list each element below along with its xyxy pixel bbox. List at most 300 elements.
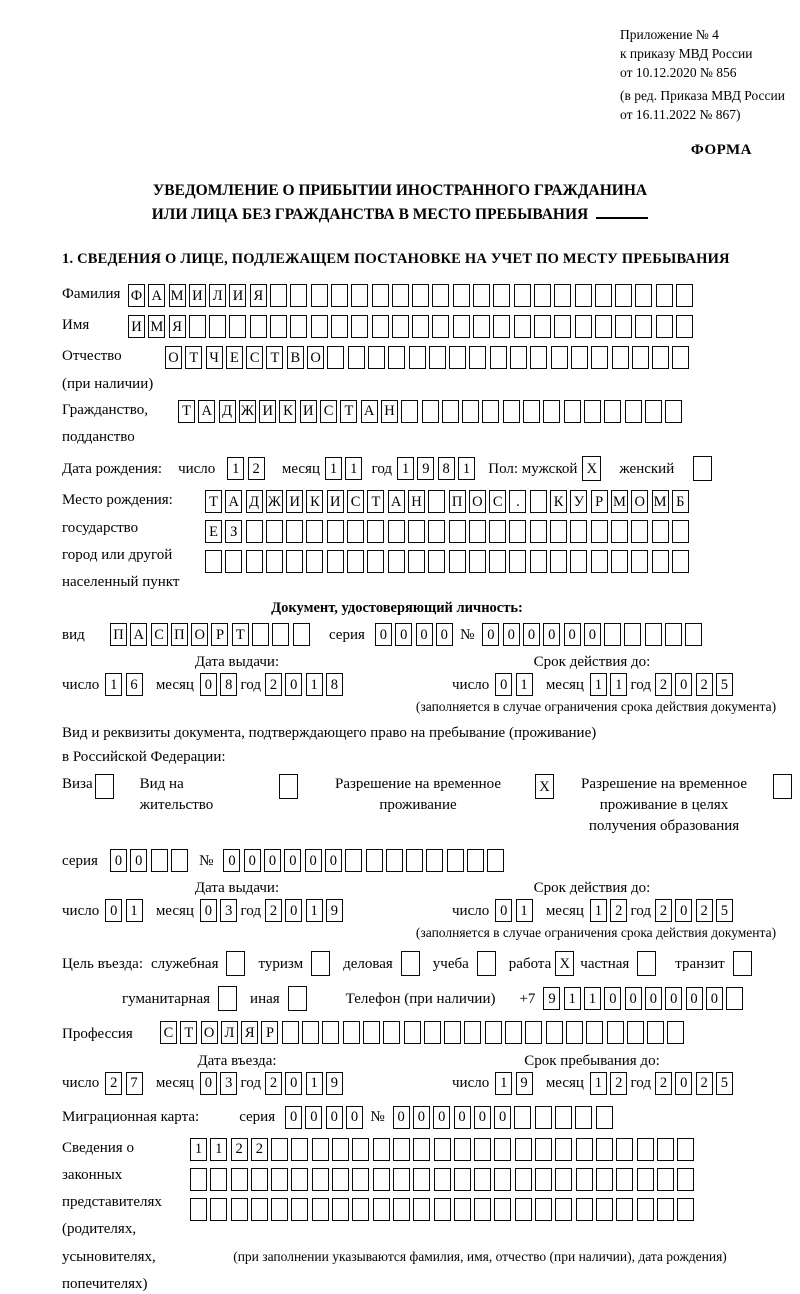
char-cell[interactable]: Ж bbox=[239, 400, 256, 423]
char-cell[interactable]: П bbox=[449, 490, 466, 513]
char-cell[interactable] bbox=[534, 284, 551, 307]
char-cell[interactable] bbox=[434, 1198, 451, 1221]
char-cell[interactable] bbox=[205, 550, 222, 573]
char-cell[interactable]: 1 bbox=[227, 457, 244, 480]
char-cell[interactable] bbox=[290, 315, 307, 338]
char-cell[interactable] bbox=[493, 315, 510, 338]
char-cell[interactable]: 1 bbox=[564, 987, 581, 1010]
char-cell[interactable]: П bbox=[110, 623, 127, 646]
char-cell[interactable] bbox=[251, 1168, 268, 1191]
char-cell[interactable] bbox=[373, 1198, 390, 1221]
char-cell[interactable]: 0 bbox=[665, 987, 682, 1010]
char-cell[interactable]: 1 bbox=[590, 899, 607, 922]
char-cell[interactable] bbox=[393, 1138, 410, 1161]
char-cell[interactable] bbox=[467, 849, 484, 872]
char-cell[interactable] bbox=[535, 1106, 552, 1129]
char-cell[interactable]: 5 bbox=[716, 899, 733, 922]
char-cell[interactable] bbox=[550, 520, 567, 543]
char-cell[interactable]: 1 bbox=[306, 673, 323, 696]
char-cell[interactable] bbox=[575, 284, 592, 307]
char-cell[interactable] bbox=[209, 315, 226, 338]
char-cell[interactable]: 0 bbox=[413, 1106, 430, 1129]
char-cell[interactable]: 1 bbox=[306, 1072, 323, 1095]
char-cell[interactable] bbox=[442, 400, 459, 423]
char-cell[interactable]: 1 bbox=[397, 457, 414, 480]
char-cell[interactable]: 0 bbox=[325, 849, 342, 872]
char-cell[interactable] bbox=[551, 346, 568, 369]
char-cell[interactable]: 0 bbox=[200, 899, 217, 922]
char-cell[interactable] bbox=[464, 1021, 481, 1044]
char-cell[interactable] bbox=[627, 1021, 644, 1044]
char-cell[interactable] bbox=[469, 346, 486, 369]
char-cell[interactable] bbox=[637, 1138, 654, 1161]
char-cell[interactable] bbox=[454, 1168, 471, 1191]
char-cell[interactable]: Н bbox=[381, 400, 398, 423]
char-cell[interactable] bbox=[393, 1168, 410, 1191]
char-cell[interactable] bbox=[515, 1198, 532, 1221]
char-cell[interactable]: 0 bbox=[675, 899, 692, 922]
char-cell[interactable] bbox=[546, 1021, 563, 1044]
char-cell[interactable]: 1 bbox=[458, 457, 475, 480]
char-cell[interactable] bbox=[366, 849, 383, 872]
char-cell[interactable] bbox=[575, 1106, 592, 1129]
char-cell[interactable] bbox=[331, 315, 348, 338]
char-cell[interactable]: 1 bbox=[105, 673, 122, 696]
char-cell[interactable] bbox=[392, 284, 409, 307]
char-cell[interactable] bbox=[657, 1138, 674, 1161]
char-cell[interactable] bbox=[383, 1021, 400, 1044]
char-cell[interactable] bbox=[635, 315, 652, 338]
char-cell[interactable] bbox=[489, 520, 506, 543]
char-cell[interactable] bbox=[490, 346, 507, 369]
char-cell[interactable] bbox=[348, 346, 365, 369]
char-cell[interactable] bbox=[413, 1198, 430, 1221]
char-cell[interactable]: 1 bbox=[306, 899, 323, 922]
char-cell[interactable] bbox=[351, 284, 368, 307]
char-cell[interactable]: 1 bbox=[590, 673, 607, 696]
char-cell[interactable] bbox=[625, 400, 642, 423]
char-cell[interactable] bbox=[434, 1168, 451, 1191]
char-cell[interactable] bbox=[306, 550, 323, 573]
char-cell[interactable]: 0 bbox=[305, 849, 322, 872]
char-cell[interactable] bbox=[543, 400, 560, 423]
purpose-private-checkbox[interactable] bbox=[637, 951, 656, 976]
char-cell[interactable] bbox=[453, 315, 470, 338]
char-cell[interactable] bbox=[388, 550, 405, 573]
char-cell[interactable] bbox=[347, 520, 364, 543]
char-cell[interactable]: 0 bbox=[584, 623, 601, 646]
char-cell[interactable] bbox=[429, 346, 446, 369]
char-cell[interactable] bbox=[401, 400, 418, 423]
char-cell[interactable] bbox=[509, 550, 526, 573]
char-cell[interactable]: Л bbox=[221, 1021, 238, 1044]
char-cell[interactable]: И bbox=[300, 400, 317, 423]
char-cell[interactable] bbox=[252, 623, 269, 646]
purpose-tourism-checkbox[interactable] bbox=[311, 951, 330, 976]
char-cell[interactable] bbox=[388, 520, 405, 543]
char-cell[interactable] bbox=[449, 550, 466, 573]
char-cell[interactable]: С bbox=[151, 623, 168, 646]
char-cell[interactable]: 0 bbox=[564, 623, 581, 646]
char-cell[interactable] bbox=[554, 284, 571, 307]
char-cell[interactable]: 1 bbox=[495, 1072, 512, 1095]
char-cell[interactable]: Н bbox=[408, 490, 425, 513]
char-cell[interactable]: Р bbox=[211, 623, 228, 646]
char-cell[interactable] bbox=[388, 346, 405, 369]
char-cell[interactable]: 0 bbox=[503, 623, 520, 646]
char-cell[interactable]: Е bbox=[205, 520, 222, 543]
char-cell[interactable] bbox=[393, 1198, 410, 1221]
char-cell[interactable]: С bbox=[347, 490, 364, 513]
char-cell[interactable] bbox=[616, 1198, 633, 1221]
char-cell[interactable]: 0 bbox=[346, 1106, 363, 1129]
char-cell[interactable] bbox=[271, 1138, 288, 1161]
char-cell[interactable]: 6 bbox=[126, 673, 143, 696]
char-cell[interactable]: 9 bbox=[326, 899, 343, 922]
char-cell[interactable] bbox=[635, 284, 652, 307]
sex-female-checkbox[interactable] bbox=[693, 456, 712, 481]
char-cell[interactable] bbox=[311, 315, 328, 338]
char-cell[interactable]: О bbox=[201, 1021, 218, 1044]
char-cell[interactable] bbox=[282, 1021, 299, 1044]
char-cell[interactable] bbox=[615, 284, 632, 307]
char-cell[interactable] bbox=[347, 550, 364, 573]
char-cell[interactable] bbox=[555, 1168, 572, 1191]
char-cell[interactable]: 2 bbox=[251, 1138, 268, 1161]
char-cell[interactable] bbox=[595, 315, 612, 338]
char-cell[interactable]: 1 bbox=[516, 899, 533, 922]
char-cell[interactable]: 8 bbox=[220, 673, 237, 696]
char-cell[interactable] bbox=[327, 346, 344, 369]
char-cell[interactable]: Б bbox=[672, 490, 689, 513]
char-cell[interactable]: Я bbox=[241, 1021, 258, 1044]
char-cell[interactable] bbox=[612, 346, 629, 369]
char-cell[interactable] bbox=[535, 1198, 552, 1221]
char-cell[interactable] bbox=[595, 284, 612, 307]
char-cell[interactable] bbox=[525, 1021, 542, 1044]
char-cell[interactable] bbox=[351, 315, 368, 338]
char-cell[interactable]: 2 bbox=[610, 1072, 627, 1095]
char-cell[interactable] bbox=[576, 1138, 593, 1161]
char-cell[interactable] bbox=[271, 1168, 288, 1191]
char-cell[interactable]: 0 bbox=[244, 849, 261, 872]
char-cell[interactable]: 8 bbox=[326, 673, 343, 696]
char-cell[interactable] bbox=[677, 1198, 694, 1221]
char-cell[interactable] bbox=[647, 1021, 664, 1044]
char-cell[interactable] bbox=[667, 1021, 684, 1044]
char-cell[interactable] bbox=[584, 400, 601, 423]
char-cell[interactable] bbox=[571, 346, 588, 369]
char-cell[interactable] bbox=[422, 400, 439, 423]
char-cell[interactable] bbox=[345, 849, 362, 872]
char-cell[interactable] bbox=[291, 1138, 308, 1161]
char-cell[interactable]: А bbox=[130, 623, 147, 646]
char-cell[interactable] bbox=[637, 1168, 654, 1191]
char-cell[interactable]: 0 bbox=[495, 899, 512, 922]
char-cell[interactable] bbox=[566, 1021, 583, 1044]
char-cell[interactable]: К bbox=[550, 490, 567, 513]
char-cell[interactable] bbox=[270, 315, 287, 338]
char-cell[interactable]: 2 bbox=[265, 673, 282, 696]
char-cell[interactable] bbox=[266, 550, 283, 573]
char-cell[interactable]: 5 bbox=[716, 673, 733, 696]
char-cell[interactable] bbox=[535, 1138, 552, 1161]
char-cell[interactable]: 0 bbox=[604, 987, 621, 1010]
char-cell[interactable]: 0 bbox=[454, 1106, 471, 1129]
char-cell[interactable]: А bbox=[225, 490, 242, 513]
char-cell[interactable]: К bbox=[306, 490, 323, 513]
char-cell[interactable] bbox=[515, 1168, 532, 1191]
char-cell[interactable]: И bbox=[259, 400, 276, 423]
char-cell[interactable]: 0 bbox=[395, 623, 412, 646]
char-cell[interactable]: Ф bbox=[128, 284, 145, 307]
char-cell[interactable]: 0 bbox=[326, 1106, 343, 1129]
char-cell[interactable] bbox=[367, 520, 384, 543]
char-cell[interactable] bbox=[210, 1198, 227, 1221]
char-cell[interactable] bbox=[286, 550, 303, 573]
char-cell[interactable] bbox=[331, 284, 348, 307]
char-cell[interactable] bbox=[494, 1168, 511, 1191]
char-cell[interactable]: Я bbox=[169, 315, 186, 338]
char-cell[interactable] bbox=[726, 987, 743, 1010]
char-cell[interactable] bbox=[352, 1168, 369, 1191]
char-cell[interactable] bbox=[596, 1138, 613, 1161]
char-cell[interactable] bbox=[266, 520, 283, 543]
char-cell[interactable] bbox=[426, 849, 443, 872]
char-cell[interactable] bbox=[432, 284, 449, 307]
char-cell[interactable] bbox=[171, 849, 188, 872]
char-cell[interactable] bbox=[413, 1138, 430, 1161]
char-cell[interactable] bbox=[672, 550, 689, 573]
char-cell[interactable] bbox=[631, 550, 648, 573]
purpose-humanitarian-checkbox[interactable] bbox=[218, 986, 237, 1011]
char-cell[interactable]: 0 bbox=[645, 987, 662, 1010]
char-cell[interactable]: 0 bbox=[284, 849, 301, 872]
char-cell[interactable] bbox=[685, 623, 702, 646]
char-cell[interactable] bbox=[453, 284, 470, 307]
char-cell[interactable] bbox=[514, 1106, 531, 1129]
char-cell[interactable] bbox=[530, 550, 547, 573]
char-cell[interactable]: М bbox=[611, 490, 628, 513]
char-cell[interactable]: Е bbox=[226, 346, 243, 369]
char-cell[interactable]: 9 bbox=[326, 1072, 343, 1095]
char-cell[interactable] bbox=[413, 1168, 430, 1191]
char-cell[interactable] bbox=[591, 520, 608, 543]
char-cell[interactable]: И bbox=[189, 284, 206, 307]
residence-permit-checkbox[interactable] bbox=[279, 774, 298, 799]
char-cell[interactable]: Ж bbox=[266, 490, 283, 513]
char-cell[interactable] bbox=[473, 284, 490, 307]
char-cell[interactable]: 1 bbox=[210, 1138, 227, 1161]
char-cell[interactable]: 2 bbox=[655, 1072, 672, 1095]
char-cell[interactable] bbox=[576, 1168, 593, 1191]
char-cell[interactable]: У bbox=[570, 490, 587, 513]
char-cell[interactable] bbox=[424, 1021, 441, 1044]
char-cell[interactable] bbox=[373, 1168, 390, 1191]
char-cell[interactable] bbox=[312, 1138, 329, 1161]
char-cell[interactable] bbox=[586, 1021, 603, 1044]
char-cell[interactable]: 0 bbox=[436, 623, 453, 646]
char-cell[interactable]: 1 bbox=[516, 673, 533, 696]
char-cell[interactable] bbox=[665, 400, 682, 423]
char-cell[interactable] bbox=[550, 550, 567, 573]
char-cell[interactable] bbox=[251, 1198, 268, 1221]
char-cell[interactable]: 0 bbox=[416, 623, 433, 646]
char-cell[interactable] bbox=[306, 520, 323, 543]
char-cell[interactable]: 1 bbox=[610, 673, 627, 696]
char-cell[interactable] bbox=[311, 284, 328, 307]
char-cell[interactable] bbox=[327, 550, 344, 573]
char-cell[interactable] bbox=[404, 1021, 421, 1044]
char-cell[interactable] bbox=[327, 520, 344, 543]
char-cell[interactable]: 0 bbox=[393, 1106, 410, 1129]
char-cell[interactable] bbox=[489, 550, 506, 573]
char-cell[interactable] bbox=[487, 849, 504, 872]
char-cell[interactable]: 2 bbox=[105, 1072, 122, 1095]
char-cell[interactable]: 0 bbox=[482, 623, 499, 646]
char-cell[interactable] bbox=[611, 520, 628, 543]
char-cell[interactable] bbox=[657, 1198, 674, 1221]
char-cell[interactable] bbox=[270, 284, 287, 307]
purpose-business-checkbox[interactable] bbox=[401, 951, 420, 976]
char-cell[interactable]: Т bbox=[340, 400, 357, 423]
char-cell[interactable] bbox=[482, 400, 499, 423]
char-cell[interactable] bbox=[474, 1138, 491, 1161]
char-cell[interactable] bbox=[372, 315, 389, 338]
char-cell[interactable] bbox=[564, 400, 581, 423]
char-cell[interactable]: 0 bbox=[200, 673, 217, 696]
char-cell[interactable]: Д bbox=[246, 490, 263, 513]
char-cell[interactable] bbox=[652, 520, 669, 543]
char-cell[interactable] bbox=[576, 1198, 593, 1221]
char-cell[interactable] bbox=[676, 315, 693, 338]
char-cell[interactable]: О bbox=[191, 623, 208, 646]
char-cell[interactable] bbox=[637, 1198, 654, 1221]
char-cell[interactable] bbox=[534, 315, 551, 338]
char-cell[interactable] bbox=[505, 1021, 522, 1044]
char-cell[interactable]: 0 bbox=[285, 899, 302, 922]
char-cell[interactable] bbox=[570, 520, 587, 543]
char-cell[interactable] bbox=[290, 284, 307, 307]
char-cell[interactable]: Т bbox=[180, 1021, 197, 1044]
char-cell[interactable] bbox=[332, 1198, 349, 1221]
char-cell[interactable]: П bbox=[171, 623, 188, 646]
char-cell[interactable]: Л bbox=[209, 284, 226, 307]
char-cell[interactable] bbox=[291, 1198, 308, 1221]
char-cell[interactable]: З bbox=[225, 520, 242, 543]
char-cell[interactable] bbox=[332, 1138, 349, 1161]
char-cell[interactable] bbox=[616, 1138, 633, 1161]
char-cell[interactable]: 0 bbox=[474, 1106, 491, 1129]
char-cell[interactable]: 0 bbox=[675, 1072, 692, 1095]
char-cell[interactable]: . bbox=[509, 490, 526, 513]
temp-residence-checkbox[interactable]: X bbox=[535, 774, 554, 799]
char-cell[interactable]: 5 bbox=[716, 1072, 733, 1095]
char-cell[interactable] bbox=[510, 346, 527, 369]
char-cell[interactable]: 1 bbox=[190, 1138, 207, 1161]
char-cell[interactable]: 0 bbox=[200, 1072, 217, 1095]
char-cell[interactable]: Я bbox=[250, 284, 267, 307]
char-cell[interactable]: 9 bbox=[417, 457, 434, 480]
char-cell[interactable] bbox=[428, 520, 445, 543]
char-cell[interactable]: 0 bbox=[706, 987, 723, 1010]
char-cell[interactable] bbox=[493, 284, 510, 307]
char-cell[interactable] bbox=[575, 315, 592, 338]
char-cell[interactable] bbox=[632, 346, 649, 369]
char-cell[interactable] bbox=[611, 550, 628, 573]
char-cell[interactable] bbox=[291, 1168, 308, 1191]
char-cell[interactable] bbox=[596, 1198, 613, 1221]
char-cell[interactable] bbox=[624, 623, 641, 646]
char-cell[interactable] bbox=[515, 1138, 532, 1161]
char-cell[interactable]: В bbox=[287, 346, 304, 369]
char-cell[interactable] bbox=[246, 520, 263, 543]
char-cell[interactable] bbox=[523, 400, 540, 423]
char-cell[interactable] bbox=[367, 550, 384, 573]
char-cell[interactable]: 0 bbox=[285, 1106, 302, 1129]
char-cell[interactable] bbox=[616, 1168, 633, 1191]
char-cell[interactable] bbox=[271, 1198, 288, 1221]
char-cell[interactable] bbox=[645, 400, 662, 423]
char-cell[interactable]: 0 bbox=[433, 1106, 450, 1129]
char-cell[interactable] bbox=[352, 1198, 369, 1221]
char-cell[interactable] bbox=[408, 520, 425, 543]
char-cell[interactable]: 2 bbox=[655, 673, 672, 696]
char-cell[interactable] bbox=[432, 315, 449, 338]
char-cell[interactable] bbox=[469, 550, 486, 573]
char-cell[interactable] bbox=[607, 1021, 624, 1044]
char-cell[interactable] bbox=[352, 1138, 369, 1161]
char-cell[interactable]: 2 bbox=[696, 899, 713, 922]
char-cell[interactable] bbox=[343, 1021, 360, 1044]
char-cell[interactable]: М bbox=[652, 490, 669, 513]
char-cell[interactable]: 8 bbox=[438, 457, 455, 480]
char-cell[interactable] bbox=[604, 623, 621, 646]
char-cell[interactable] bbox=[293, 623, 310, 646]
char-cell[interactable] bbox=[570, 550, 587, 573]
char-cell[interactable]: Д bbox=[219, 400, 236, 423]
char-cell[interactable]: 2 bbox=[696, 1072, 713, 1095]
char-cell[interactable]: И bbox=[229, 284, 246, 307]
char-cell[interactable]: 1 bbox=[590, 1072, 607, 1095]
char-cell[interactable] bbox=[677, 1138, 694, 1161]
char-cell[interactable]: 7 bbox=[126, 1072, 143, 1095]
char-cell[interactable] bbox=[368, 346, 385, 369]
char-cell[interactable]: И bbox=[128, 315, 145, 338]
char-cell[interactable]: 0 bbox=[495, 673, 512, 696]
char-cell[interactable] bbox=[406, 849, 423, 872]
char-cell[interactable] bbox=[447, 849, 464, 872]
char-cell[interactable] bbox=[631, 520, 648, 543]
char-cell[interactable] bbox=[469, 520, 486, 543]
char-cell[interactable]: О bbox=[307, 346, 324, 369]
char-cell[interactable] bbox=[473, 315, 490, 338]
char-cell[interactable] bbox=[190, 1168, 207, 1191]
char-cell[interactable]: 0 bbox=[110, 849, 127, 872]
purpose-official-checkbox[interactable] bbox=[226, 951, 245, 976]
char-cell[interactable] bbox=[604, 400, 621, 423]
char-cell[interactable]: 1 bbox=[126, 899, 143, 922]
char-cell[interactable] bbox=[652, 346, 669, 369]
char-cell[interactable]: Р bbox=[591, 490, 608, 513]
char-cell[interactable] bbox=[503, 400, 520, 423]
char-cell[interactable] bbox=[657, 1168, 674, 1191]
char-cell[interactable]: 3 bbox=[220, 899, 237, 922]
char-cell[interactable] bbox=[312, 1198, 329, 1221]
char-cell[interactable] bbox=[449, 346, 466, 369]
char-cell[interactable] bbox=[190, 1198, 207, 1221]
char-cell[interactable]: Т bbox=[205, 490, 222, 513]
